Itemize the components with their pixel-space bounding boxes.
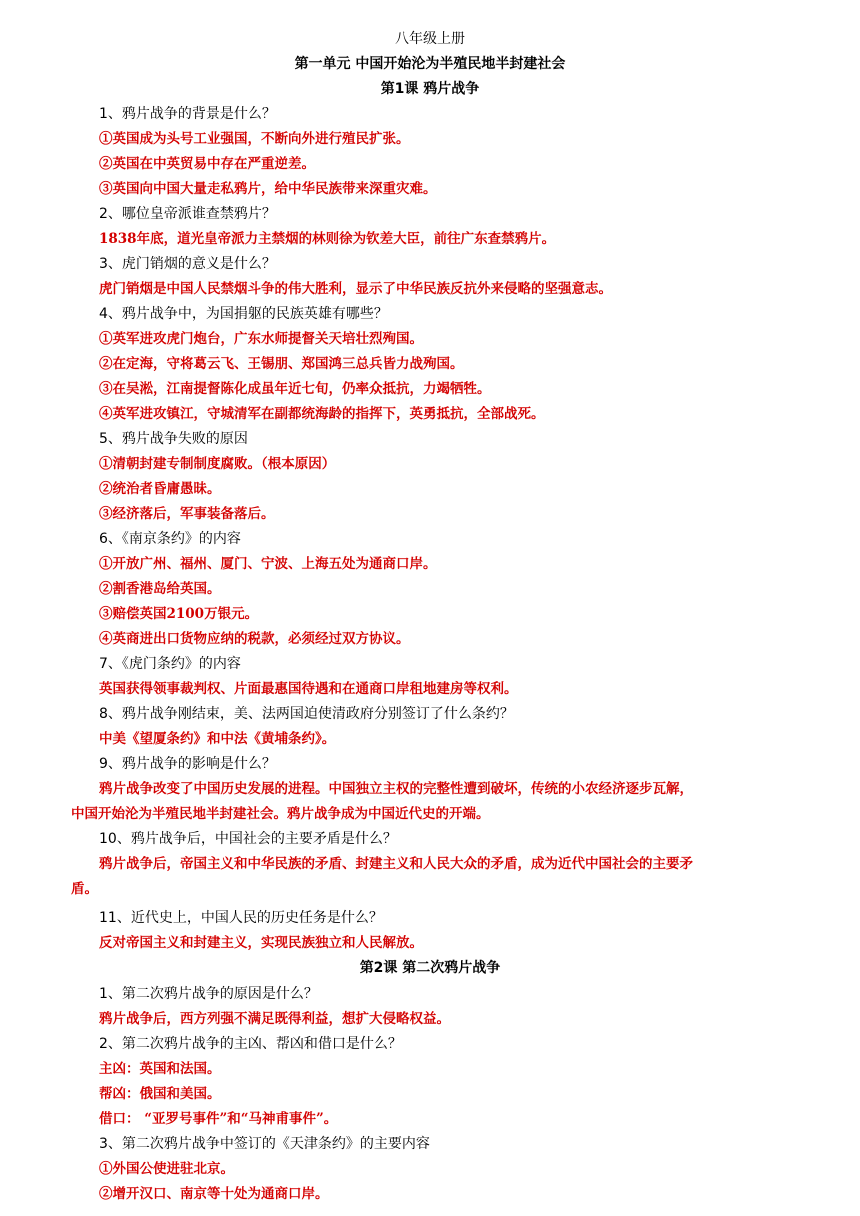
answer-line: ①清朝封建专制制度腐败。（根本原因） [99,456,336,472]
answer-line: ①外国公使进驻北京。 [99,1161,234,1177]
answer-line: ③赔偿英国2100万银元。 [99,606,259,622]
question-3: 3、第二次鸦片战争中签订的《天津条约》的主要内容 [99,1136,430,1152]
question-5: 5、鸦片战争失败的原因 [99,431,248,447]
question-9: 9、鸦片战争的影响是什么？ [99,756,276,772]
question-2: 2、哪位皇帝派谁查禁鸦片？ [99,206,276,222]
answer-line: 借口： “亚罗号事件”和“马神甫事件”。 [99,1111,338,1127]
answer-line: ④英军进攻镇江，守城清军在副都统海龄的指挥下，英勇抵抗，全部战死。 [99,406,545,422]
question-2: 2、第二次鸦片战争的主凶、帮凶和借口是什么？ [99,1036,402,1052]
question-7: 7、《虎门条约》的内容 [99,656,241,672]
answer-line: 帮凶：俄国和美国。 [99,1086,221,1102]
question-1: 1、鸦片战争的背景是什么？ [99,106,276,122]
answer-line: 英国获得领事裁判权、片面最惠国待遇和在通商口岸租地建房等权利。 [99,681,518,697]
answer-line: ②割香港岛给英国。 [99,581,221,597]
answer-line: 虎门销烟是中国人民禁烟斗争的伟大胜利，显示了中华民族反抗外来侵略的坚强意志。 [99,281,612,297]
answer-line: ③在吴淞，江南提督陈化成虽年近七旬，仍率众抵抗，力竭牺牲。 [99,381,491,397]
question-6: 6、《南京条约》的内容 [99,531,241,547]
grade-title: 八年级上册 [395,31,465,47]
answer-line: 鸦片战争后，西方列强不满足既得利益，想扩大侵略权益。 [99,1011,450,1027]
answer-line: ④英商进出口货物应纳的税款，必须经过双方协议。 [99,631,410,647]
question-3: 3、虎门销烟的意义是什么？ [99,256,276,272]
lesson-2-title: 第2课 第二次鸦片战争 [359,960,501,976]
answer-line: 主凶：英国和法国。 [99,1061,221,1077]
answer-line: ③经济落后，军事装备落后。 [99,506,275,522]
answer-line: ②在定海，守将葛云飞、王锡朋、郑国鸿三总兵皆力战殉国。 [99,356,464,372]
answer-line: ②统治者昏庸愚昧。 [99,481,221,497]
answer-line: 反对帝国主义和封建主义，实现民族独立和人民解放。 [99,935,423,951]
answer-line: ②英国在中英贸易中存在严重逆差。 [99,156,315,172]
question-1: 1、第二次鸦片战争的原因是什么？ [99,986,318,1002]
answer-line: 鸦片战争后，帝国主义和中华民族的矛盾、封建主义和人民大众的矛盾，成为近代中国社会的主要矛 [99,856,693,872]
question-10: 10、鸦片战争后，中国社会的主要矛盾是什么？ [99,831,397,847]
answer-line: ①开放广州、福州、厦门、宁波、上海五处为通商口岸。 [99,556,437,572]
answer-line: 中美《望厦条约》和中法《黄埔条约》。 [99,731,336,747]
answer-line: ①英国成为头号工业强国，不断向外进行殖民扩张。 [99,131,410,147]
question-11: 11、近代史上，中国人民的历史任务是什么？ [99,910,383,926]
answer-line: ②增开汉口、南京等十处为通商口岸。 [99,1186,329,1202]
question-8: 8、鸦片战争刚结束，美、法两国迫使清政府分别签订了什么条约？ [99,706,514,722]
answer-line: 盾。 [71,881,98,897]
question-4: 4、鸦片战争中，为国捐躯的民族英雄有哪些？ [99,306,388,322]
answer-line: 中国开始沦为半殖民地半封建社会。鸦片战争成为中国近代史的开端。 [71,806,490,822]
lesson-1-title: 第1课 鸦片战争 [380,81,480,97]
answer-line: 鸦片战争改变了中国历史发展的进程。中国独立主权的完整性遭到破坏，传统的小农经济逐步瓦解， [99,781,693,797]
answer-line: ①英军进攻虎门炮台，广东水师提督关天培壮烈殉国。 [99,331,423,347]
answer-line: ③英国向中国大量走私鸦片，给中华民族带来深重灾难。 [99,181,437,197]
answer-line: 1838年底，道光皇帝派力主禁烟的林则徐为钦差大臣，前往广东查禁鸦片。 [99,231,556,247]
unit-title: 第一单元 中国开始沦为半殖民地半封建社会 [294,56,566,72]
